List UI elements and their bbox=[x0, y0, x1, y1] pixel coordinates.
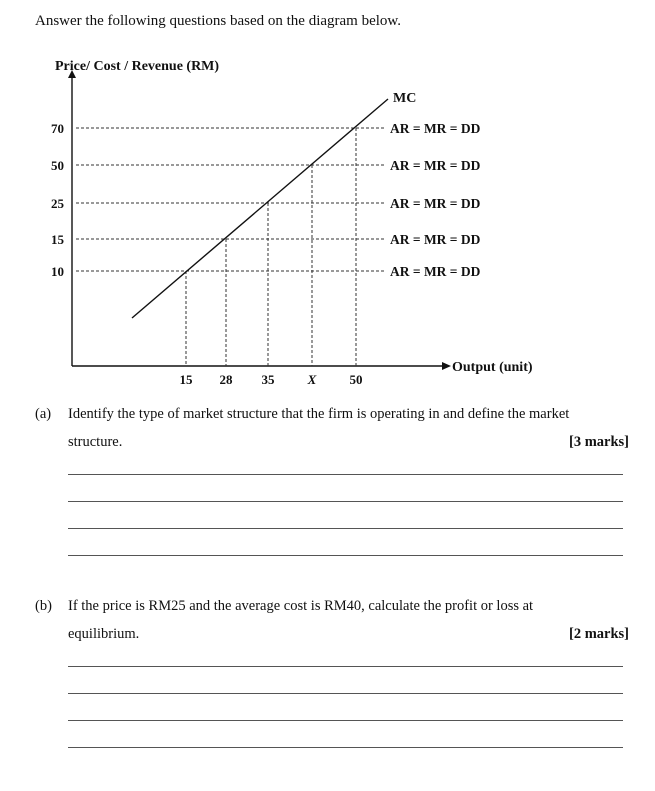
x-axis-label: Output (unit) bbox=[452, 360, 533, 375]
x-tick-label: 35 bbox=[261, 372, 275, 387]
ar-mr-dd-label: AR = MR = DD bbox=[390, 232, 481, 247]
x-tick-label: X bbox=[307, 372, 317, 387]
y-tick-label: 50 bbox=[51, 158, 64, 173]
ar-mr-dd-label: AR = MR = DD bbox=[390, 196, 481, 211]
question-b-marks: [2 marks] bbox=[568, 626, 629, 642]
answer-line-a3[interactable] bbox=[68, 528, 623, 529]
y-tick-label: 25 bbox=[51, 196, 64, 211]
answer-line-a1[interactable] bbox=[68, 474, 623, 475]
question-a-number: (a) bbox=[35, 406, 52, 422]
answer-line-b2[interactable] bbox=[68, 693, 623, 694]
question-b-text-line2: equilibrium. bbox=[68, 626, 140, 642]
instructions-text: Answer the following questions based on the diagram below. bbox=[35, 13, 402, 29]
question-b-number: (b) bbox=[35, 598, 52, 614]
answer-line-b3[interactable] bbox=[68, 720, 623, 721]
ar-mr-dd-label: AR = MR = DD bbox=[390, 121, 481, 136]
y-tick-label: 10 bbox=[51, 264, 64, 279]
question-a-text-line2: structure. bbox=[68, 434, 123, 450]
ar-mr-dd-label: AR = MR = DD bbox=[390, 264, 481, 279]
answer-line-a2[interactable] bbox=[68, 501, 623, 502]
question-a-marks: [3 marks] bbox=[568, 434, 629, 450]
y-axis-label: Price/ Cost / Revenue (RM) bbox=[55, 59, 220, 74]
ar-mr-dd-label: AR = MR = DD bbox=[390, 158, 481, 173]
y-tick-label: 70 bbox=[51, 121, 64, 136]
mc-label: MC bbox=[393, 91, 417, 106]
x-tick-label: 15 bbox=[179, 372, 193, 387]
question-a-text-line1: Identify the type of market structure that the firm is operating in and define the market bbox=[68, 406, 570, 422]
mc-curve bbox=[132, 99, 388, 318]
x-tick-label: 28 bbox=[219, 372, 233, 387]
x-tick-label: 50 bbox=[349, 372, 363, 387]
answer-line-b4[interactable] bbox=[68, 747, 623, 748]
y-tick-label: 15 bbox=[51, 232, 64, 247]
x-axis-arrow bbox=[442, 362, 451, 370]
question-b-text-line1: If the price is RM25 and the average cost is RM40, calculate the profit or loss at bbox=[68, 598, 534, 614]
answer-line-a4[interactable] bbox=[68, 555, 623, 556]
answer-line-b1[interactable] bbox=[68, 666, 623, 667]
